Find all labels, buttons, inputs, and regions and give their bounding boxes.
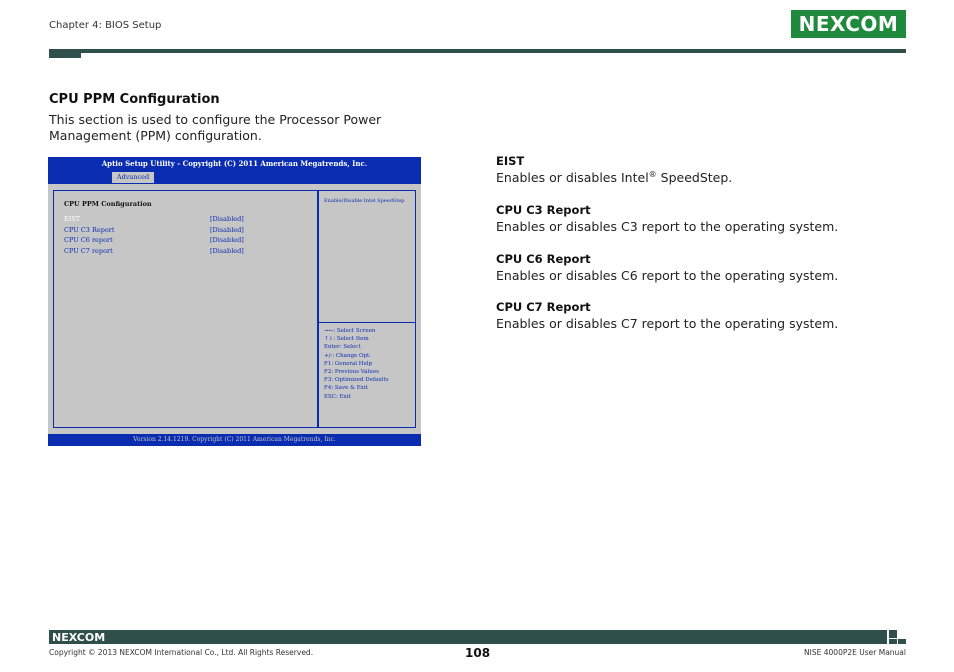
bios-item-label: CPU C6 report [64, 236, 113, 244]
bios-panel-heading: CPU PPM Configuration [64, 200, 152, 208]
desc-term: CPU C7 Report [496, 300, 591, 314]
desc-term: EIST [496, 154, 525, 168]
desc-term: CPU C3 Report [496, 203, 591, 217]
footer-logo: NEXCOM [52, 631, 106, 644]
section-intro: This section is used to configure the Processor Power Management (PPM) configuration. [49, 112, 382, 143]
logo-text: NEXCOM [798, 12, 899, 36]
bios-item-label: CPU C7 report [64, 247, 113, 255]
bios-item-value: [Disabled] [210, 215, 244, 223]
bios-item-label: EIST [64, 215, 81, 223]
desc-cpu-c7-report [496, 300, 916, 331]
bios-item-value: [Disabled] [210, 236, 244, 244]
bios-title-bar: Aptio Setup Utility - Copyright (C) 2011 American Megatrends, Inc. [48, 157, 421, 171]
key-hint: →←: Select Screen [324, 328, 376, 334]
desc-text: Enables or disables C3 report to the operating system. [496, 219, 839, 234]
bios-item-eist[interactable] [64, 215, 314, 225]
bios-item-cpu-c3-report[interactable] [64, 226, 314, 236]
bios-main-panel [53, 190, 318, 428]
desc-text: Enables or disables C6 report to the operating system. [496, 268, 839, 283]
footer-manual-name: NISE 4000P2E User Manual [804, 648, 906, 657]
bios-help-divider [319, 322, 415, 323]
footer-copyright: Copyright © 2013 NEXCOM International Co., Ltd. All Rights Reserved. [49, 648, 314, 657]
bios-tab-advanced[interactable]: Advanced [112, 172, 154, 183]
desc-text: Enables or disables Intel® SpeedStep. [496, 170, 733, 186]
bios-item-cpu-c6-report[interactable] [64, 236, 314, 246]
bios-item-label: CPU C3 Report [64, 226, 115, 234]
footer-bar [49, 630, 887, 644]
header-rule [49, 49, 906, 53]
key-hint: F4: Save & Exit [324, 385, 368, 392]
desc-eist [496, 154, 916, 185]
desc-text: Enables or disables C7 report to the operating system. [496, 316, 839, 331]
footer-square-icon [898, 639, 906, 644]
key-hint: +/-: Change Opt. [324, 352, 372, 359]
bios-help-panel [318, 190, 416, 428]
key-hint: F3: Optimized Defaults [324, 377, 389, 384]
key-hint: Enter: Select [324, 344, 361, 351]
bios-help-text: Enable/Disable Intel SpeedStep [324, 198, 405, 204]
section-title: CPU PPM Configuration [49, 92, 220, 107]
bios-item-value: [Disabled] [210, 226, 244, 234]
key-hint: ESC: Exit [324, 393, 351, 400]
desc-cpu-c6-report [496, 252, 916, 283]
key-hint: F2: Previous Values [324, 369, 379, 376]
footer-square-icon [889, 639, 897, 644]
key-hint: F1: General Help [324, 360, 373, 367]
page-number: 108 [465, 646, 491, 660]
chapter-label: Chapter 4: BIOS Setup [49, 20, 162, 31]
desc-cpu-c3-report [496, 203, 916, 234]
footer-square-icon [889, 630, 897, 638]
key-hint: ↑↓: Select Item [324, 336, 369, 343]
bios-menu-bar [48, 171, 421, 184]
desc-term: CPU C6 Report [496, 252, 591, 266]
bios-key-legend [324, 327, 389, 401]
bios-screenshot [48, 157, 421, 446]
nexcom-logo [791, 10, 906, 38]
bios-item-cpu-c7-report[interactable] [64, 247, 314, 257]
header-rule-mark [49, 53, 81, 58]
bios-version-bar: Version 2.14.1219. Copyright (C) 2011 American Megatrends, Inc. [48, 434, 421, 446]
bios-item-value: [Disabled] [210, 247, 244, 255]
